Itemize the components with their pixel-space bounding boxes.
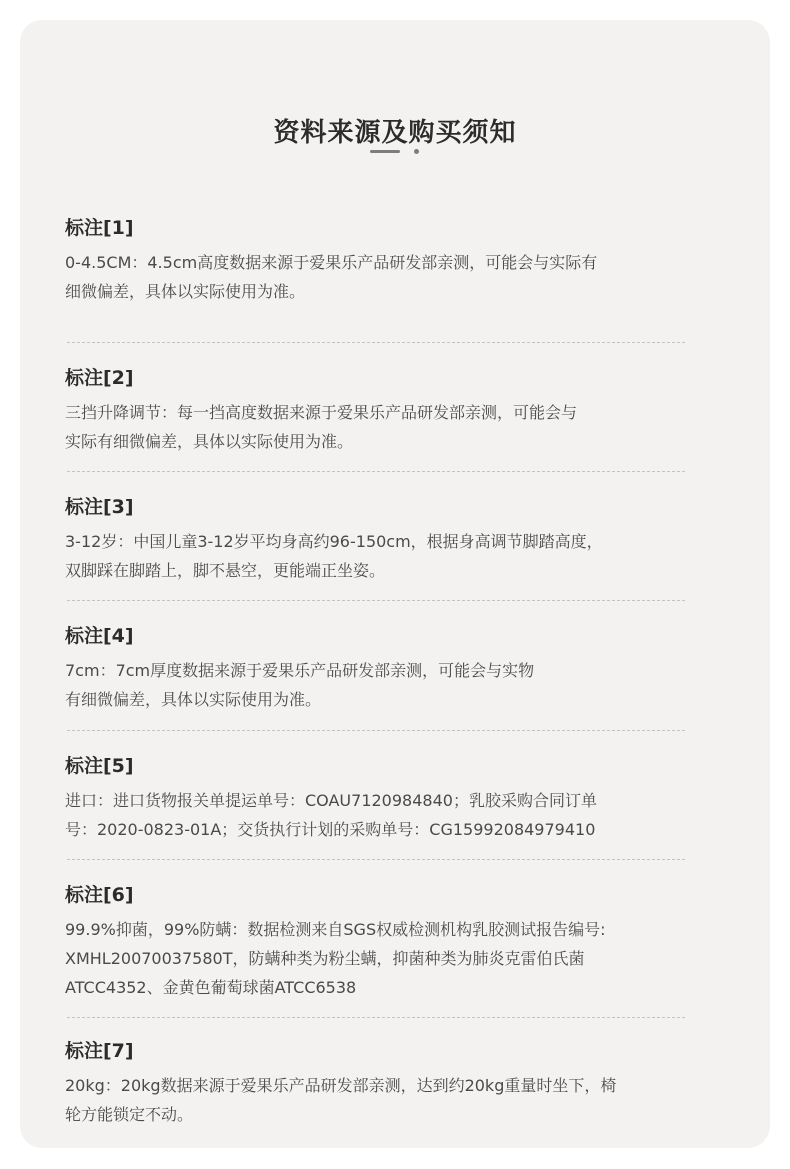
decoration-dot bbox=[414, 149, 419, 154]
note-line: 号：2020-0823-01A；交货执行计划的采购单号：CG15992084979410 bbox=[65, 820, 596, 839]
note-item bbox=[65, 215, 685, 343]
note-line: 0-4.5CM：4.5cm高度数据来源于爱果乐产品研发部亲测，可能会与实际有 bbox=[65, 253, 598, 272]
title-decoration bbox=[370, 149, 430, 155]
note-line: 3-12岁：中国儿童3-12岁平均身高约96-150cm，根据身高调节脚踏高度， bbox=[65, 532, 603, 551]
note-body bbox=[65, 656, 685, 714]
note-label: 标注[5] bbox=[65, 755, 134, 777]
note-label: 标注[3] bbox=[65, 496, 134, 518]
note-line: 实际有细微偏差，具体以实际使用为准。 bbox=[65, 432, 354, 451]
note-item bbox=[65, 860, 685, 1018]
note-line: 99.9%抑菌，99%防螨：数据检测来自SGS权威检测机构乳胶测试报告编号: bbox=[65, 920, 606, 939]
note-body bbox=[65, 786, 685, 844]
note-label: 标注[7] bbox=[65, 1040, 134, 1062]
note-line: 双脚踩在脚踏上，脚不悬空，更能端正坐姿。 bbox=[65, 561, 386, 580]
note-line: 7cm：7cm厚度数据来源于爱果乐产品研发部亲测，可能会与实物 bbox=[65, 661, 535, 680]
note-item bbox=[65, 472, 685, 601]
note-label: 标注[2] bbox=[65, 367, 134, 389]
note-line: 细微偏差，具体以实际使用为准。 bbox=[65, 282, 306, 301]
note-label: 标注[4] bbox=[65, 625, 134, 647]
note-item bbox=[65, 343, 685, 472]
note-line: 20kg：20kg数据来源于爱果乐产品研发部亲测，达到约20kg重量时坐下，椅 bbox=[65, 1076, 617, 1095]
note-line: ATCC4352、金黄色葡萄球菌ATCC6538 bbox=[65, 978, 357, 997]
note-line: 轮方能锁定不动。 bbox=[65, 1105, 194, 1124]
note-line: 进口：进口货物报关单提运单号：COAU7120984840；乳胶采购合同订单 bbox=[65, 791, 597, 810]
note-line: XMHL20070037580T，防螨种类为粉尘螨，抑菌种类为肺炎克雷伯氏菌 bbox=[65, 949, 585, 968]
notice-card bbox=[20, 20, 770, 1148]
note-body bbox=[65, 915, 685, 1002]
note-line: 有细微偏差，具体以实际使用为准。 bbox=[65, 690, 322, 709]
page-title: 资料来源及购买须知 bbox=[273, 118, 517, 148]
decoration-bar bbox=[370, 150, 400, 153]
note-item bbox=[65, 731, 685, 860]
note-line: 三挡升降调节：每一挡高度数据来源于爱果乐产品研发部亲测，可能会与 bbox=[65, 403, 578, 422]
notes-list bbox=[65, 215, 685, 1129]
note-body bbox=[65, 248, 685, 306]
note-label: 标注[1] bbox=[65, 217, 134, 239]
note-body bbox=[65, 398, 685, 456]
note-body bbox=[65, 1071, 685, 1129]
note-body bbox=[65, 527, 685, 585]
note-item bbox=[65, 601, 685, 731]
note-item bbox=[65, 1018, 685, 1129]
note-label: 标注[6] bbox=[65, 884, 134, 906]
